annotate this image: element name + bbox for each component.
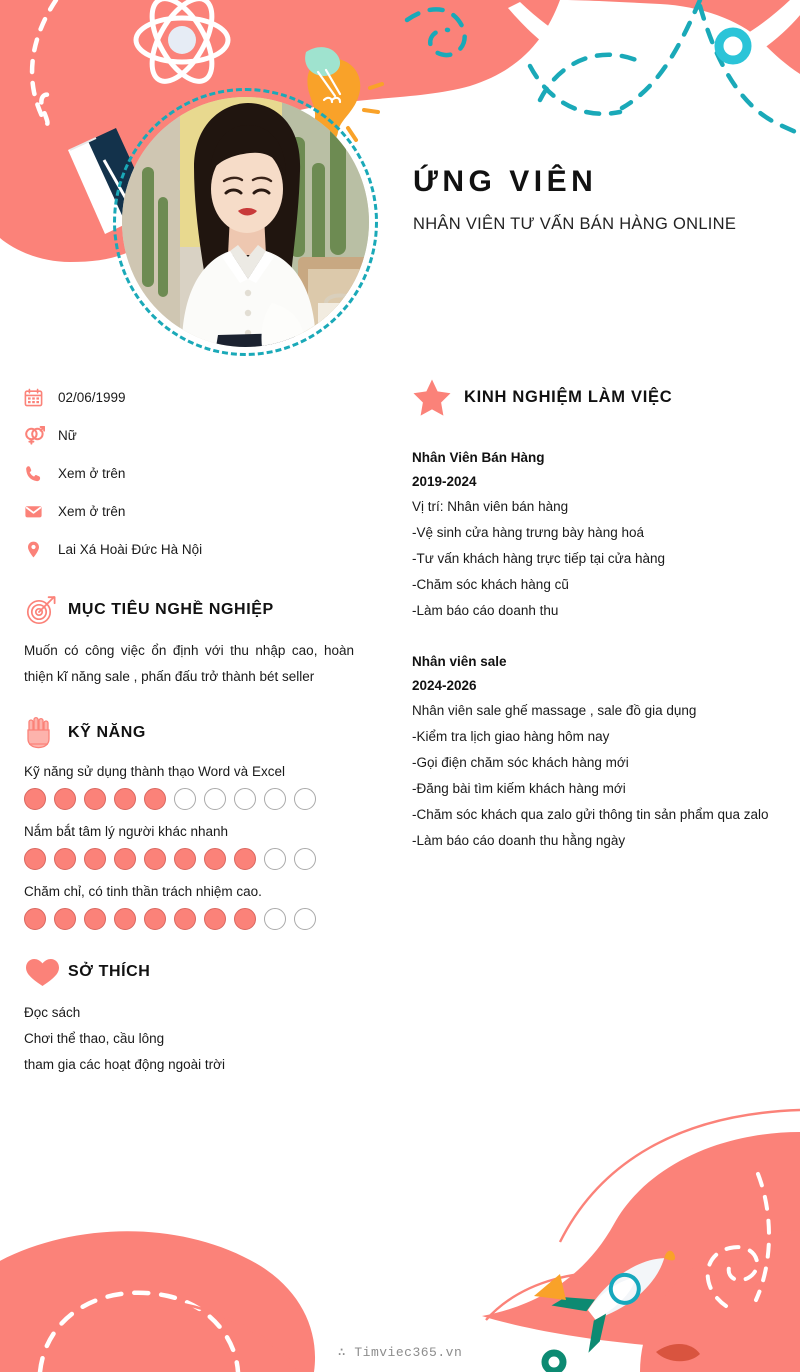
rating-dot-filled (24, 848, 46, 870)
hand-icon (24, 716, 68, 750)
rating-dot-filled (84, 788, 106, 810)
job-detail: -Gọi điện chăm sóc khách hàng mới (412, 755, 629, 770)
footer-decoration (0, 1100, 800, 1372)
rating-dot-filled (144, 848, 166, 870)
skill-rating (24, 788, 354, 810)
avatar (113, 88, 378, 356)
section-title: KỸ NĂNG (68, 724, 146, 741)
job-detail: -Chăm sóc khách qua zalo gửi thông tin sản phẩm qua zalo (412, 807, 769, 822)
job-detail: -Đăng bài tìm kiếm khách hàng mới (412, 781, 626, 796)
rating-dot-filled (234, 908, 256, 930)
rating-dot-filled (54, 908, 76, 930)
skills-list (24, 764, 354, 930)
hobby-item: tham gia các hoạt động ngoài trời (24, 1057, 225, 1072)
rating-dot-filled (54, 788, 76, 810)
rating-dot-empty (294, 848, 316, 870)
watermark: ∴ Timviec365.vn (337, 1345, 463, 1360)
avatar-image (122, 97, 369, 347)
rating-dot-filled (54, 848, 76, 870)
section-header-hobbies (24, 956, 354, 988)
contact-item-email (24, 492, 354, 530)
objective-text: Muốn có công việc ổn định với thu nhập cao, hoàn thiện kĩ năng sale , phấn đấu trở thành bét seller (24, 643, 354, 684)
rating-dot-filled (204, 848, 226, 870)
rating-dot-empty (234, 788, 256, 810)
right-column (412, 378, 776, 880)
skill-label: Chăm chỉ, có tinh thần trách nhiệm cao. (24, 884, 262, 899)
job-years: 2019-2024 (412, 474, 477, 489)
rating-dot-empty (264, 908, 286, 930)
skill-label: Kỹ năng sử dụng thành thạo Word và Excel (24, 764, 285, 779)
rating-dot-filled (84, 848, 106, 870)
job-years: 2024-2026 (412, 678, 477, 693)
job-detail: -Làm báo cáo doanh thu hằng ngày (412, 833, 626, 848)
skill-label: Nắm bắt tâm lý người khác nhanh (24, 824, 228, 839)
section-header-skills (24, 716, 354, 750)
job-detail: -Vệ sinh cửa hàng trưng bày hàng hoá (412, 525, 644, 540)
contact-value: 02/06/1999 (58, 389, 126, 405)
location-icon (24, 540, 58, 559)
rating-dot-empty (294, 908, 316, 930)
skill-rating (24, 848, 354, 870)
title-block (413, 165, 736, 234)
contact-item-birthday (24, 378, 354, 416)
contact-value: Nữ (58, 427, 77, 443)
section-header-experience (412, 378, 776, 416)
rating-dot-filled (174, 908, 196, 930)
skill-rating (24, 908, 354, 930)
calendar-icon (24, 388, 58, 407)
contact-value: Xem ở trên (58, 465, 126, 481)
candidate-role: NHÂN VIÊN TƯ VẤN BÁN HÀNG ONLINE (413, 215, 737, 233)
atom-nucleus (168, 26, 196, 54)
rating-dot-filled (174, 848, 196, 870)
rating-dot-filled (24, 788, 46, 810)
section-header-objective (24, 594, 354, 626)
experience-item (412, 650, 776, 854)
rating-dot-empty (264, 788, 286, 810)
rating-dot-empty (204, 788, 226, 810)
hobbies-list (24, 1000, 354, 1078)
section-title: SỞ THÍCH (68, 963, 151, 980)
heart-icon (24, 956, 68, 988)
rating-dot-filled (114, 848, 136, 870)
hobby-item: Đọc sách (24, 1005, 81, 1020)
rating-dot-filled (144, 788, 166, 810)
rating-dot-filled (84, 908, 106, 930)
contact-item-phone (24, 454, 354, 492)
contact-value: Lai Xá Hoài Đức Hà Nội (58, 541, 203, 557)
rating-dot-empty (264, 848, 286, 870)
experience-item (412, 446, 776, 624)
job-detail: Nhân viên sale ghế massage , sale đồ gia dụng (412, 703, 697, 718)
skill-item (24, 764, 354, 810)
job-role: Nhân viên sale (412, 654, 507, 669)
rating-dot-filled (234, 848, 256, 870)
job-detail: -Làm báo cáo doanh thu (412, 603, 559, 618)
rating-dot-filled (114, 788, 136, 810)
rating-dot-filled (144, 908, 166, 930)
skill-item (24, 884, 354, 930)
left-column (24, 378, 354, 1078)
contact-item-address (24, 530, 354, 568)
rating-dot-filled (114, 908, 136, 930)
contact-value: Xem ở trên (58, 503, 126, 519)
rating-dot-empty (174, 788, 196, 810)
rating-dot-filled (24, 908, 46, 930)
phone-icon (24, 464, 58, 483)
skill-item (24, 824, 354, 870)
hobby-item: Chơi thể thao, cầu lông (24, 1031, 165, 1046)
page-title: ỨNG VIÊN (413, 165, 598, 198)
section-title: MỤC TIÊU NGHỀ NGHIỆP (68, 601, 274, 618)
job-detail: -Tư vấn khách hàng trực tiếp tại cửa hàng (412, 551, 665, 566)
contact-item-gender (24, 416, 354, 454)
job-detail: -Kiểm tra lịch giao hàng hôm nay (412, 729, 610, 744)
job-role: Nhân Viên Bán Hàng (412, 450, 545, 465)
rating-dot-empty (294, 788, 316, 810)
target-icon (24, 594, 68, 626)
contact-list (24, 378, 354, 568)
star-icon (412, 378, 464, 416)
gender-icon (24, 425, 58, 445)
job-detail: -Chăm sóc khách hàng cũ (412, 577, 569, 592)
rating-dot-filled (204, 908, 226, 930)
section-title: KINH NGHIỆM LÀM VIỆC (464, 387, 673, 406)
email-icon (24, 502, 58, 521)
job-detail: Vị trí: Nhân viên bán hàng (412, 499, 569, 514)
